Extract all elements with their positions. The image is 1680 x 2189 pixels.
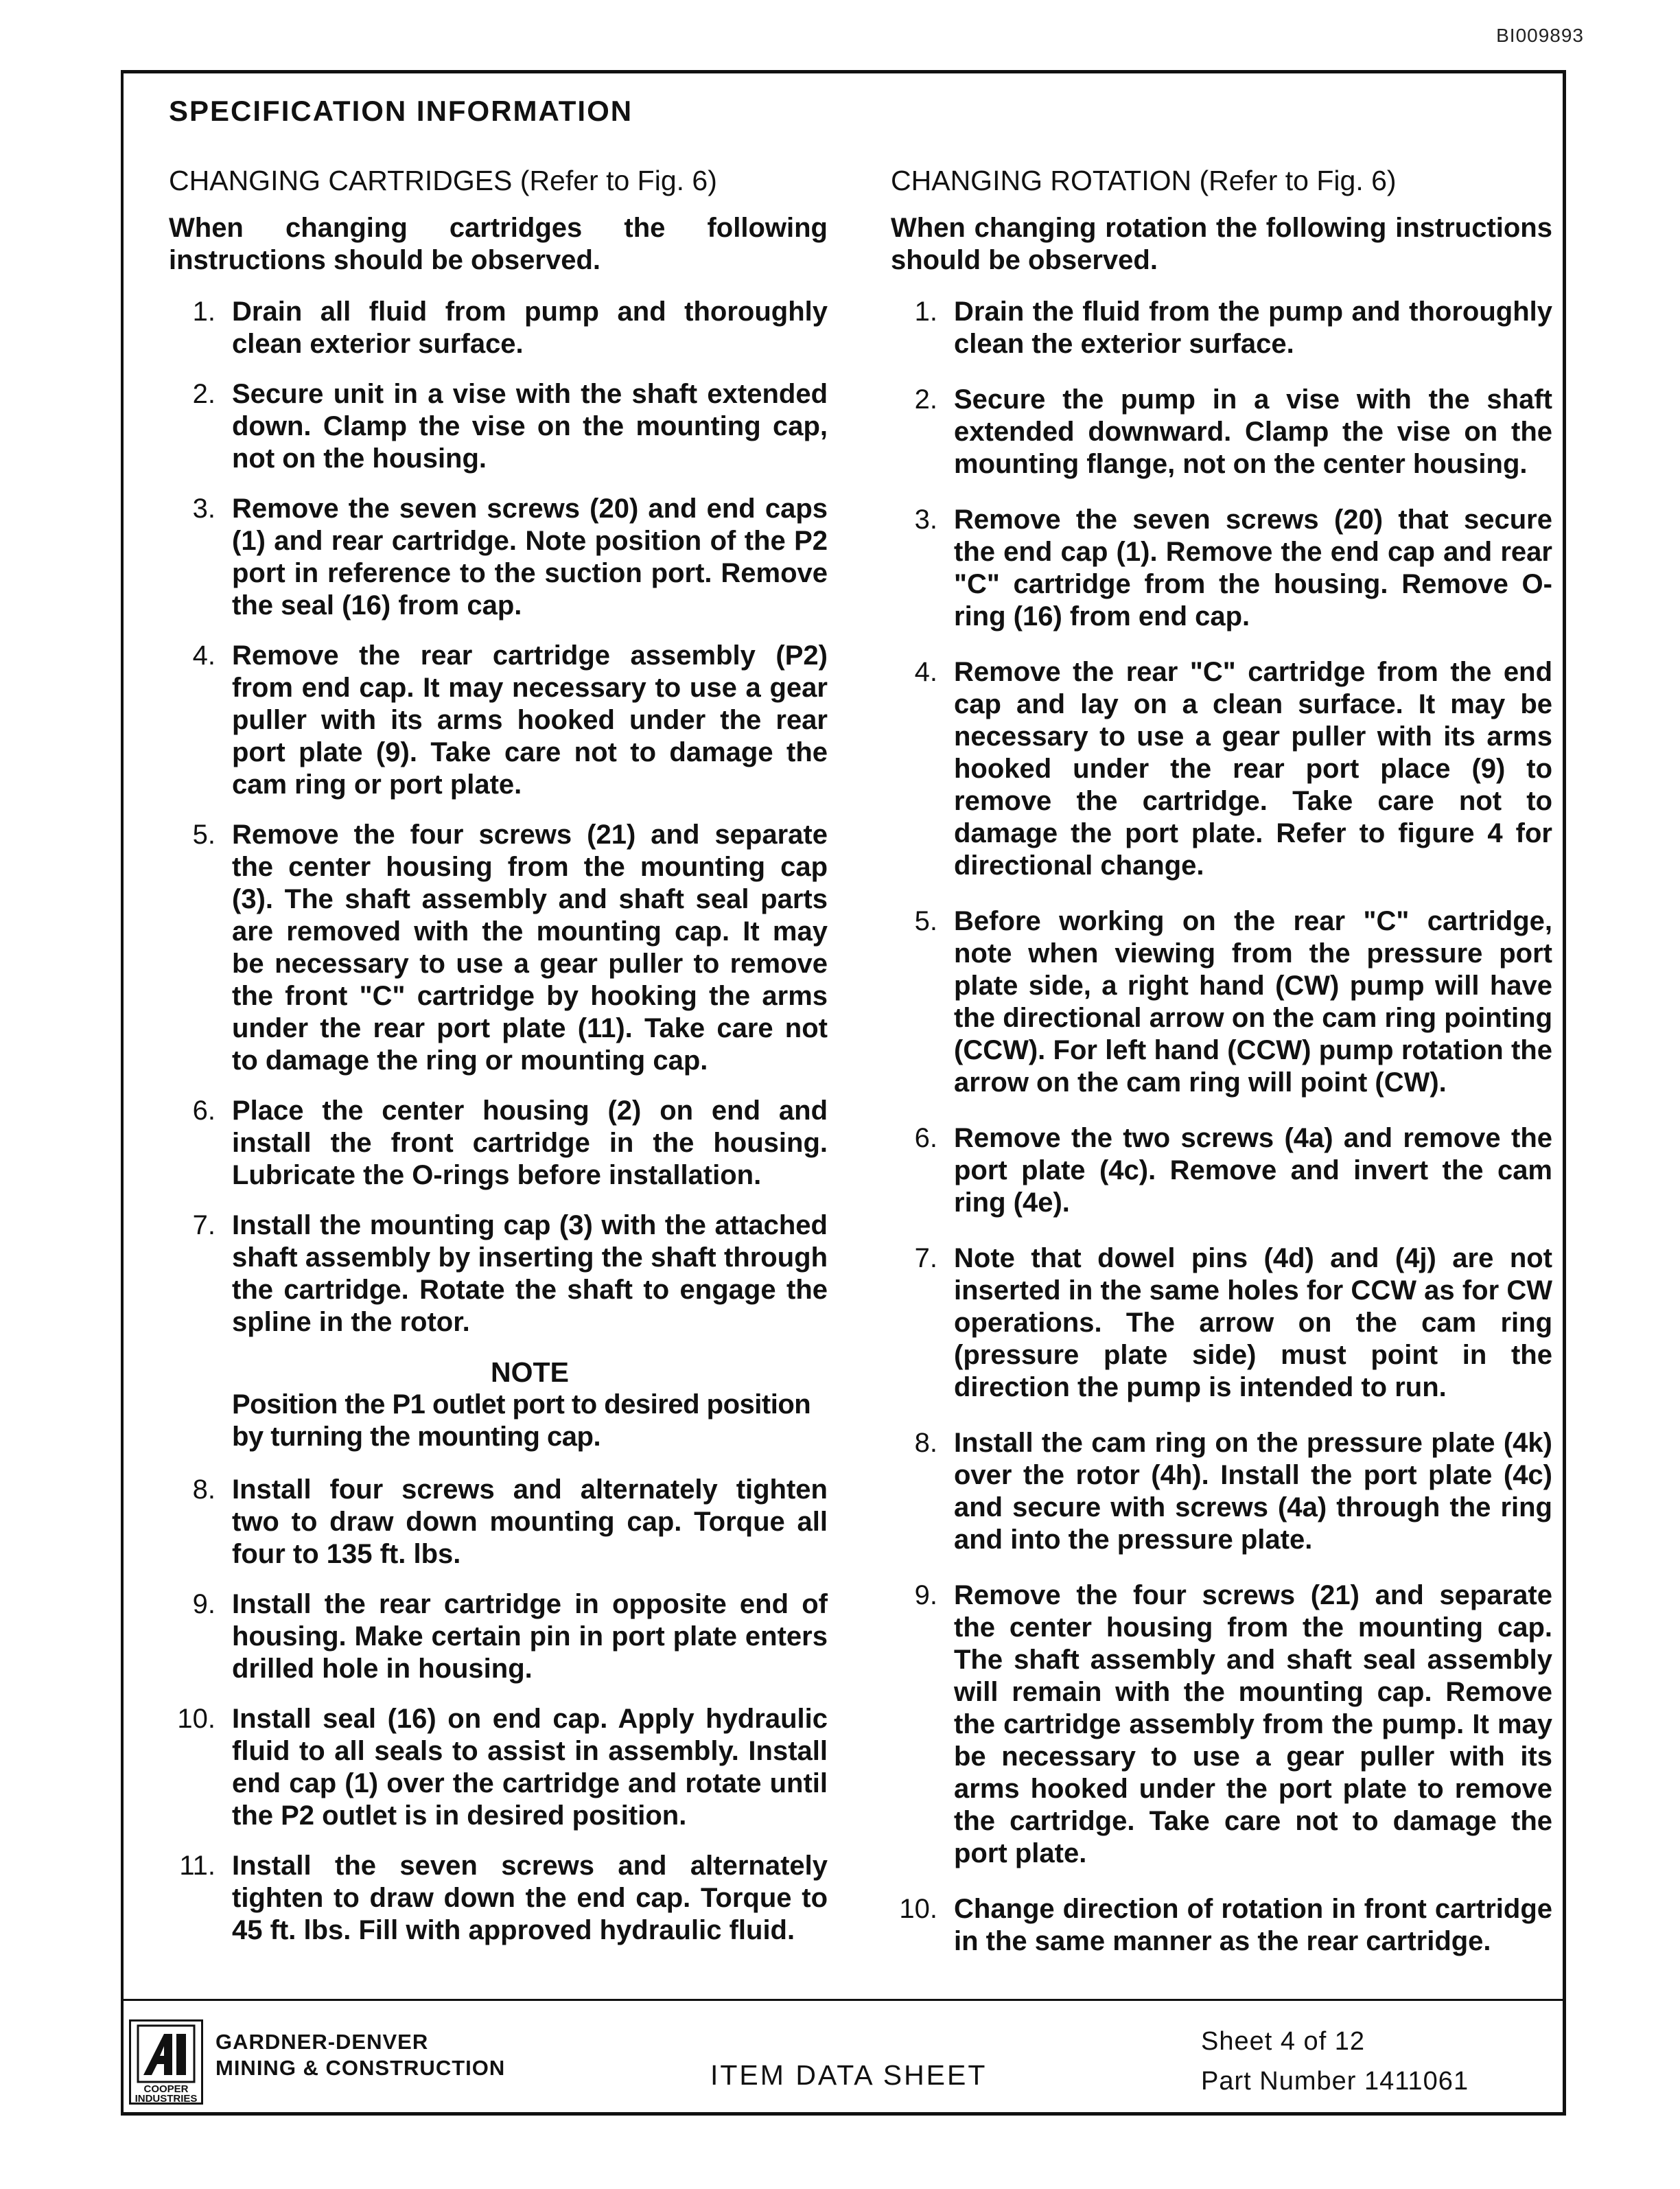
sheet-number: Sheet 4 of 12 [1201, 2027, 1366, 2056]
cartridge-steps-list-a [169, 296, 828, 1339]
list-item: 4. Remove the rear "C" cartridge from the end cap and lay on a clean surface. It may be necessary to use a gear puller with its arms hooked under the rear port place (9) to remove the cartridge. Take care not to damage the port plate. Refer to figure 4 for directional change. [914, 657, 1552, 881]
item-data-sheet-label: ITEM DATA SHEET [710, 2059, 988, 2091]
list-item: 1. Drain all fluid from pump and thoroughly clean exterior surface. [192, 297, 828, 359]
list-item: 9. Remove the four screws (21) and separate the center housing from the mounting cap. The shaft assembly and shaft seal assembly will remain with the mounting cap. Remove the cartridge assembly from the pump. It may be necessary to use a gear puller with its arms hooked under the port plate to remove the cartridge. Take care not to damage the port plate. [914, 1580, 1552, 1868]
company-name [215, 2029, 505, 2081]
section-intro: When changing cartridges the following instructions should be observed. [169, 213, 828, 275]
part-number: Part Number 1411061 [1201, 2067, 1469, 2096]
list-item: 8. Install the cam ring on the pressure plate (4k) over the rotor (4h). Install the port plate (4c) and secure with screws (4a) through the ring and into the pressure plate. [914, 1428, 1552, 1555]
list-item: 10. Change direction of rotation in front cartridge in the same manner as the rear cartridge. [899, 1894, 1552, 1956]
list-item: 3. Remove the seven screws (20) and end caps (1) and rear cartridge. Note position of the P2 port in reference to the suction port. Remove the seal (16) from cap. [192, 494, 828, 621]
page-title: SPECIFICATION INFORMATION [169, 95, 633, 127]
note-heading: NOTE [491, 1356, 569, 1388]
section-intro: When changing rotation the following instructions should be observed. [891, 213, 1552, 275]
company-line-2: MINING & CONSTRUCTION [215, 2056, 506, 2080]
list-item: 5. Before working on the rear "C" cartridge, note when viewing from the pressure port plate side, a right hand (CW) pump will have the directional arrow on the cam ring pointing (CCW). For left hand (CCW) pump rotation the arrow on the cam ring will point (CW). [914, 906, 1552, 1098]
list-item: 9. Install the rear cartridge in opposite end of housing. Make certain pin in port plate enters drilled hole in housing. [192, 1589, 828, 1684]
cooper-logo [129, 2019, 203, 2105]
list-item: 2. Secure the pump in a vise with the shaft extended downward. Clamp the vise on the mounting flange, not on the center housing. [914, 384, 1552, 479]
note-block [169, 1356, 828, 1453]
changing-rotation-column [891, 165, 1552, 1981]
rotation-steps-list [891, 296, 1552, 1958]
note-text: Position the P1 outlet port to desired position by turning the mounting cap. [232, 1389, 811, 1452]
list-item: 8. Install four screws and alternately tighten two to draw down mounting cap. Torque all four to 135 ft. lbs. [192, 1474, 828, 1569]
section-title-changing-rotation: CHANGING ROTATION (Refer to Fig. 6) [891, 165, 1397, 196]
footer-divider [121, 1999, 1566, 2001]
list-item: 6. Remove the two screws (4a) and remove the port plate (4c). Remove and invert the cam ring (4e). [914, 1123, 1552, 1218]
list-item: 2. Secure unit in a vise with the shaft extended down. Clamp the vise on the mounting cap, not on the housing. [192, 379, 828, 474]
list-item: 11. Install the seven screws and alternately tighten to draw down the end cap. Torque to 45 ft. lbs. Fill with approved hydraulic fluid. [179, 1851, 828, 1945]
cartridge-steps-list-b [169, 1474, 828, 1947]
logo-text: COOPER INDUSTRIES [135, 2083, 198, 2105]
list-item: 4. Remove the rear cartridge assembly (P2) from end cap. It may necessary to use a gear puller with its arms hooked under the rear port plate (9). Take care not to damage the cam ring or port plate. [192, 640, 828, 800]
list-item: 1. Drain the fluid from the pump and thoroughly clean the exterior surface. [914, 297, 1552, 359]
list-item: 7. Note that dowel pins (4d) and (4j) are not inserted in the same holes for CCW as for CW operations. The arrow on the cam ring (pressure plate side) must point in the direction the pump is intended to run. [914, 1243, 1552, 1402]
list-item: 10. Install seal (16) on end cap. Apply hydraulic fluid to all seals to assist in assembly. Install end cap (1) over the cartridge and rotate until the P2 outlet is in desired position. [177, 1704, 828, 1831]
sheet-info [1201, 2022, 1469, 2101]
list-item: 6. Place the center housing (2) on end and install the front cartridge in the housing. Lubricate the O-rings before installation. [192, 1096, 828, 1190]
document-id: BI009893 [1496, 25, 1584, 46]
changing-cartridges-column [169, 165, 828, 1965]
cooper-logo-icon [137, 2024, 196, 2083]
section-title-changing-cartridges: CHANGING CARTRIDGES (Refer to Fig. 6) [169, 165, 717, 196]
company-line-1: GARDNER-DENVER [215, 2030, 429, 2054]
list-item: 3. Remove the seven screws (20) that secure the end cap (1). Remove the end cap and rear "C" cartridge from the housing. Remove O-ring (16) from end cap. [914, 505, 1552, 632]
list-item: 5. Remove the four screws (21) and separate the center housing from the mounting cap (3). The shaft assembly and shaft seal parts are removed with the mounting cap. It may be necessary to use a gear puller to remove the front "C" cartridge by hooking the arms under the rear port plate (11). Take care not to damage the ring or mounting cap. [192, 820, 828, 1076]
list-item: 7. Install the mounting cap (3) with the attached shaft assembly by inserting the shaft through the cartridge. Rotate the shaft to engage the spline in the rotor. [192, 1210, 828, 1337]
